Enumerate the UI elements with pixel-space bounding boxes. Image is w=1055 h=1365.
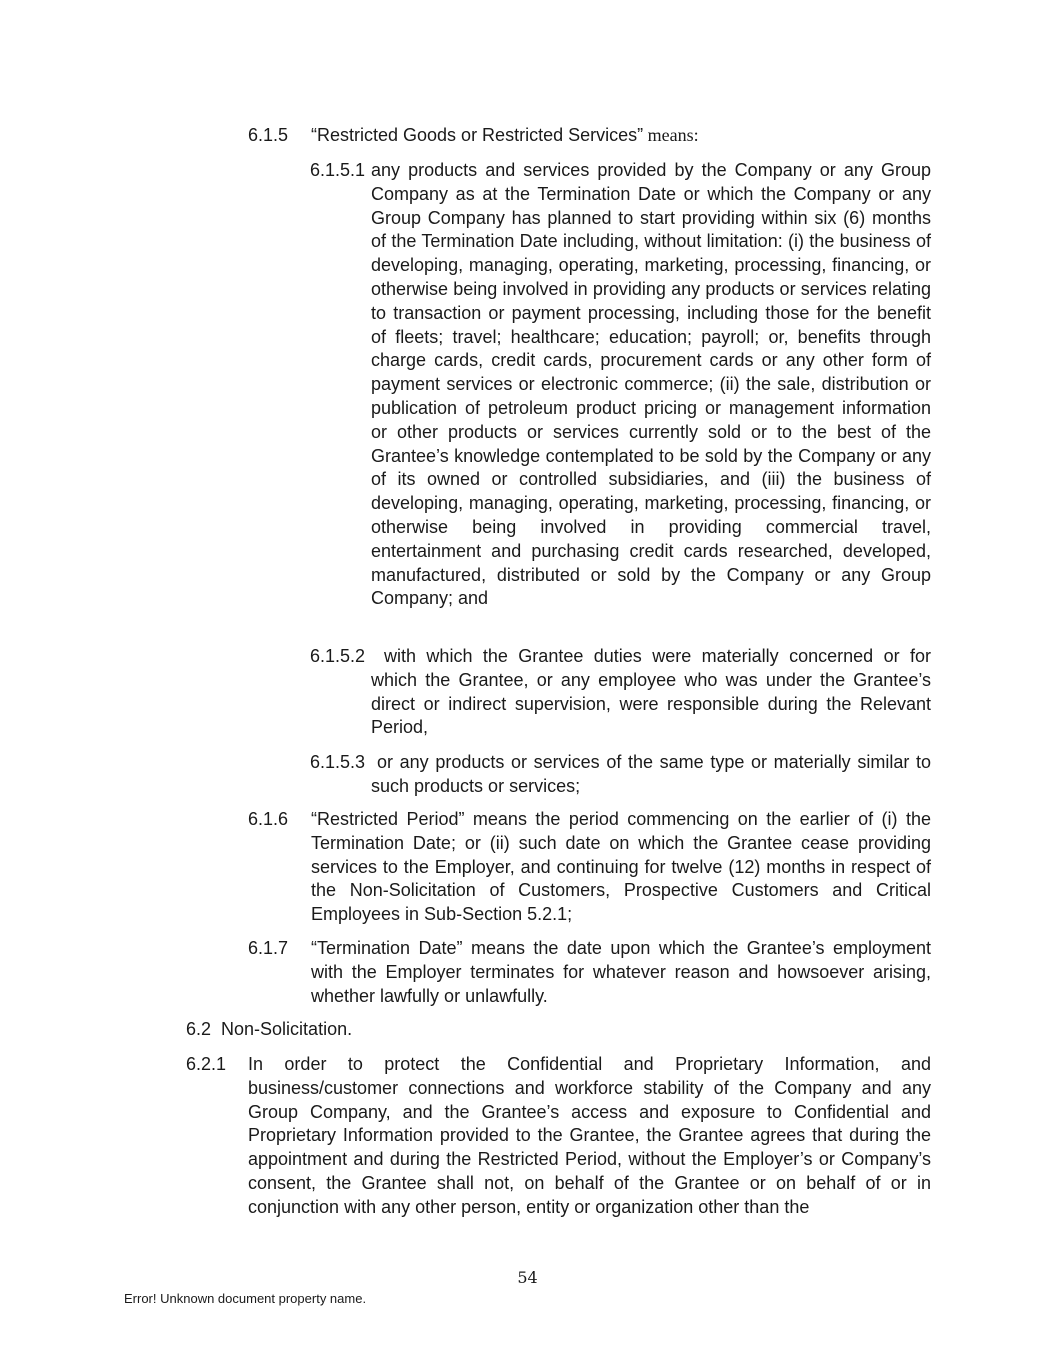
footer-note: Error! Unknown document property name. <box>124 1291 367 1306</box>
section-text <box>311 937 931 1008</box>
section-6-2 <box>0 1018 1055 1044</box>
defined-term: “Termination Date” <box>311 938 463 958</box>
section-number: 6.1.5.1 <box>310 160 366 180</box>
section-6-1-6 <box>0 808 1055 933</box>
section-6-2-1 <box>0 1053 1055 1223</box>
section-number: 6.1.5.2 <box>310 646 366 666</box>
section-text: any products and services provided by the Company or any Group Company as at the Termination Date or which the Company or any Group Company has planned to start providing within six (6) months of the Termination Date including, without limitation: (i) the business of developing, managing, operating, marketing, processing, financing, or otherwise being involved in providing any products or services relating to transaction or payment processing, including those for the benefit of fleets; travel; healthcare; education; payroll; or, benefits through charge cards, credit cards, procurement cards or any other form of payment services or electronic commerce; (ii) the sale, distribution or publication of petroleum product pricing or management information or other products or services currently sold or to the best of the Grantee’s knowledge contemplated to be sold by the Company or any of its owned or controlled subsidiaries, and (iii) the business of developing, managing, operating, marketing, processing, financing, or otherwise being involved in providing commercial travel, entertainment and purchasing credit cards researched, developed, manufactured, distributed or sold by the Company or any Group Company; and <box>371 160 931 609</box>
section-heading <box>311 124 699 148</box>
section-6-1-5-3 <box>0 751 1055 801</box>
section-6-1-5-1 <box>0 159 1055 639</box>
section-text: with which the Grantee duties were materially concerned or for which the Grantee, or any employee who was under the Grantee’s direct or indirect supervision, were responsible during the Relevant Period, <box>371 646 931 738</box>
section-heading: 6.2 Non-Solicitation. <box>186 1019 353 1039</box>
section-text: or any products or services of the same type or materially similar to such products or services; <box>371 752 931 796</box>
heading-rest: means: <box>643 125 699 145</box>
defined-term: “Restricted Goods or Restricted Services” <box>311 125 644 145</box>
section-6-1-7 <box>0 937 1055 1013</box>
section-number: 6.1.5.3 <box>310 752 366 772</box>
definition-text: means the period commencing on the earlier of (i) the Termination Date; or (ii) such date on which the Grantee cease providing services to the Employer, and continuing for twelve (12) months in respect of the Non-Solicitation of Customers, Prospective Customers and Critical Employees in Sub-Section 5.2.1; <box>311 809 931 925</box>
section-number: 6.2.1 <box>186 1054 227 1074</box>
defined-term: “Restricted Period” <box>311 809 465 829</box>
page-number: 54 <box>517 1268 538 1287</box>
section-number: 6.1.5 <box>248 125 289 145</box>
section-number: 6.1.6 <box>248 809 289 829</box>
section-6-1-5 <box>0 124 1055 150</box>
section-number: 6.1.7 <box>248 938 289 958</box>
definition-text: means the date upon which the Grantee’s employment with the Employer terminates for whatever reason and howsoever arising, whether lawfully or unlawfully. <box>311 938 931 1006</box>
section-6-1-5-2 <box>0 645 1055 745</box>
section-text: In order to protect the Confidential and Proprietary Information, and business/customer connections and workforce stability of the Company and any Group Company, and the Grantee’s access and exposure to Confidential and Proprietary Information provided to the Grantee, the Grantee agrees that during the appointment and during the Restricted Period, without the Employer’s or Company’s consent, the Grantee shall not, on behalf of the Grantee or on behalf of or in conjunction with any other person, entity or organization other than the <box>248 1054 931 1217</box>
section-text <box>311 808 931 927</box>
